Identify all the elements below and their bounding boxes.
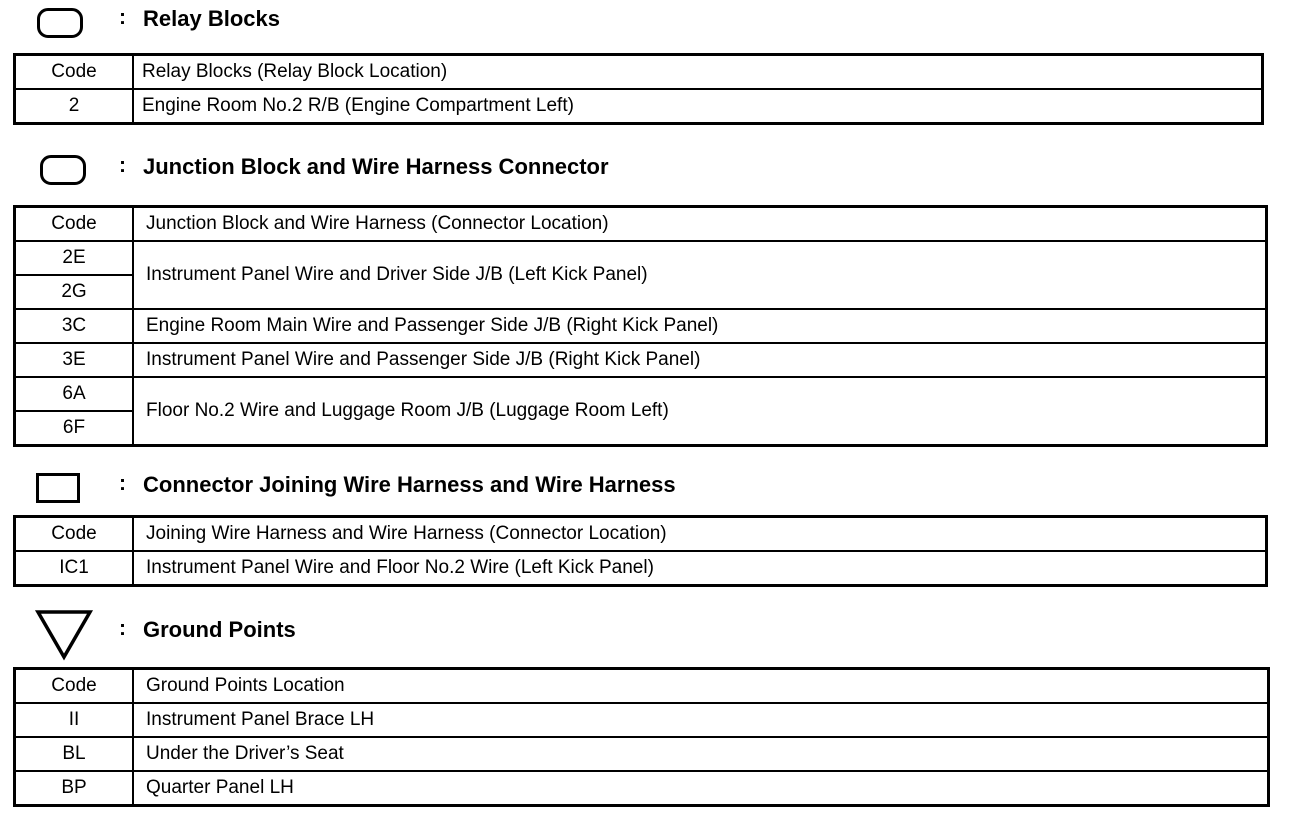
relay-blocks-title: Relay Blocks (143, 6, 280, 31)
location-cell: Floor No.2 Wire and Luggage Room J/B (Luggage Room Left) (133, 377, 1267, 446)
location-cell: Quarter Panel LH (133, 771, 1269, 806)
location-header: Ground Points Location (133, 669, 1269, 704)
location-header: Junction Block and Wire Harness (Connector Location) (133, 207, 1267, 242)
location-header: Joining Wire Harness and Wire Harness (Connector Location) (133, 517, 1267, 552)
table-header-row (15, 207, 1267, 242)
location-cell: Engine Room Main Wire and Passenger Side J/B (Right Kick Panel) (133, 309, 1267, 343)
colon: : (119, 617, 126, 640)
table-row (15, 377, 1267, 411)
location-cell: Instrument Panel Wire and Passenger Side J/B (Right Kick Panel) (133, 343, 1267, 377)
colon: : (119, 6, 126, 29)
location-cell: Instrument Panel Wire and Driver Side J/B (Left Kick Panel) (133, 241, 1267, 309)
junction-block-table (13, 205, 1268, 447)
table-row (15, 241, 1267, 275)
rounded-rect-icon (40, 155, 86, 185)
code-cell: IC1 (15, 551, 134, 586)
code-header: Code (15, 517, 134, 552)
code-header: Code (15, 55, 134, 90)
code-cell: BP (15, 771, 134, 806)
code-header: Code (15, 207, 134, 242)
location-header: Relay Blocks (Relay Block Location) (133, 55, 1263, 90)
rounded-rect-icon (37, 8, 83, 38)
relay-blocks-table (13, 53, 1264, 125)
triangle-down-icon (34, 609, 94, 661)
code-cell: 2E (15, 241, 134, 275)
table-row (15, 343, 1267, 377)
colon: : (119, 472, 126, 495)
code-cell: 3E (15, 343, 134, 377)
code-header: Code (15, 669, 134, 704)
connector-joining-table (13, 515, 1268, 587)
location-cell: Instrument Panel Brace LH (133, 703, 1269, 737)
code-cell: 6F (15, 411, 134, 446)
colon: : (119, 154, 126, 177)
code-cell: II (15, 703, 134, 737)
rectangle-icon (36, 473, 80, 503)
table-row (15, 737, 1269, 771)
code-cell: 2G (15, 275, 134, 309)
table-header-row (15, 517, 1267, 552)
table-header-row (15, 55, 1263, 90)
table-row (15, 771, 1269, 806)
code-cell: 6A (15, 377, 134, 411)
table-row (15, 551, 1267, 586)
code-cell: 3C (15, 309, 134, 343)
junction-block-title: Junction Block and Wire Harness Connector (143, 154, 609, 179)
ground-points-table (13, 667, 1270, 807)
code-cell: BL (15, 737, 134, 771)
table-header-row (15, 669, 1269, 704)
location-cell: Engine Room No.2 R/B (Engine Compartment Left) (133, 89, 1263, 124)
location-cell: Instrument Panel Wire and Floor No.2 Wire (Left Kick Panel) (133, 551, 1267, 586)
connector-joining-title: Connector Joining Wire Harness and Wire Harness (143, 472, 676, 497)
location-cell: Under the Driver’s Seat (133, 737, 1269, 771)
table-row (15, 703, 1269, 737)
ground-points-title: Ground Points (143, 617, 296, 642)
table-row (15, 89, 1263, 124)
code-cell: 2 (15, 89, 134, 124)
table-row (15, 309, 1267, 343)
